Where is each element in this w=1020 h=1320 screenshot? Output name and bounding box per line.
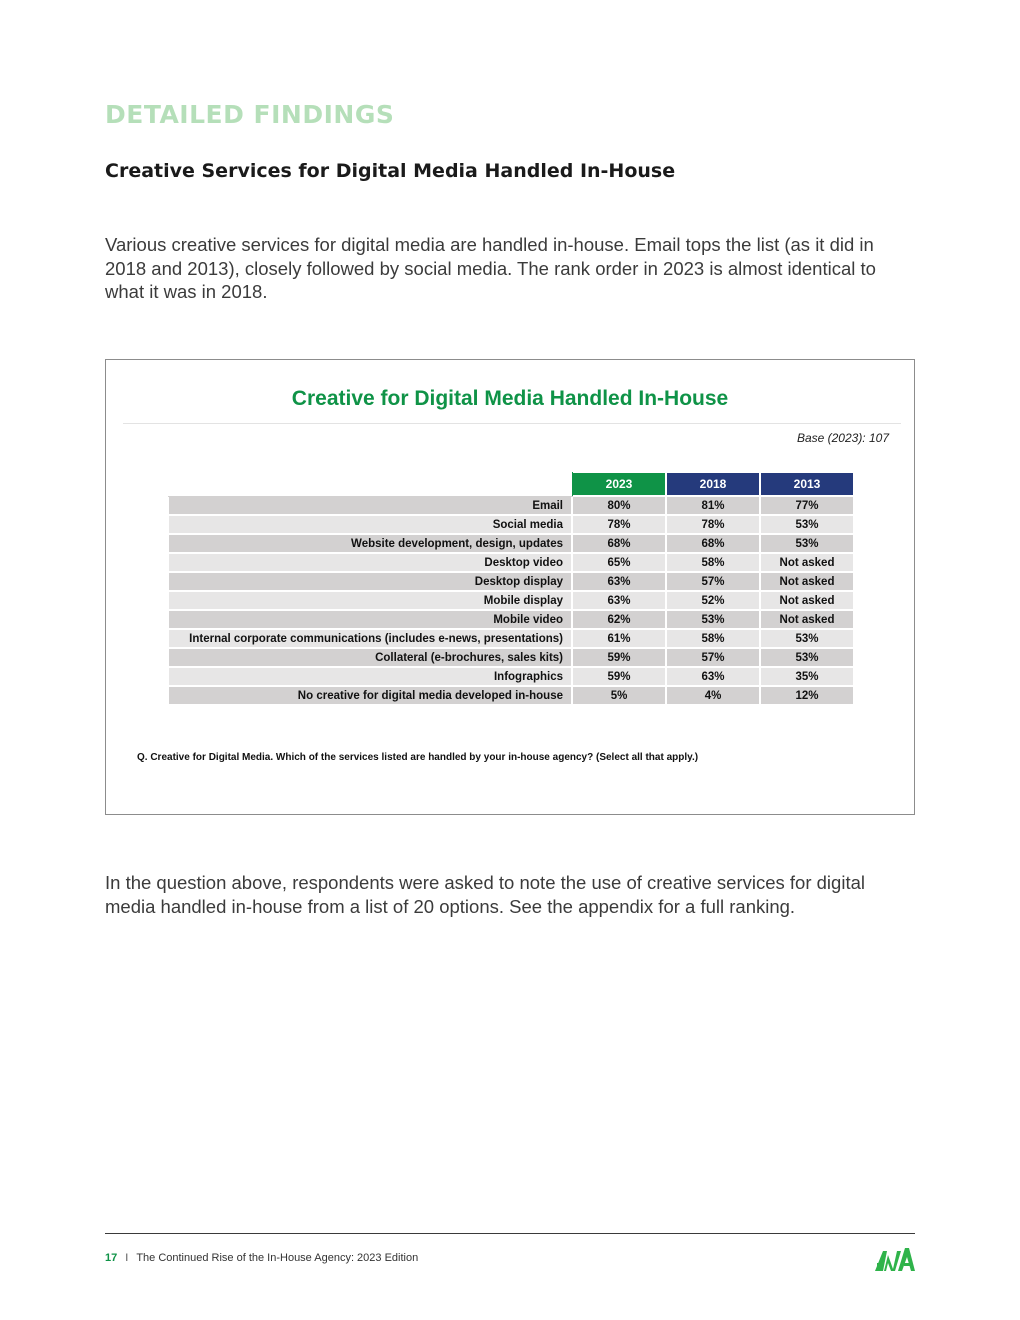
value-2023: 80% <box>572 496 666 515</box>
value-2013: 53% <box>760 515 854 534</box>
value-2023: 65% <box>572 553 666 572</box>
value-2023: 78% <box>572 515 666 534</box>
header-2018: 2018 <box>666 472 760 496</box>
header-blank-cell <box>168 472 572 496</box>
value-2023: 62% <box>572 610 666 629</box>
table-row <box>168 591 854 610</box>
table-row <box>168 553 854 572</box>
value-2023: 61% <box>572 629 666 648</box>
table-row <box>168 667 854 686</box>
footer-separator: I <box>125 1252 129 1264</box>
value-2023: 68% <box>572 534 666 553</box>
value-2013: Not asked <box>760 610 854 629</box>
table-row <box>168 610 854 629</box>
header-2013: 2013 <box>760 472 854 496</box>
outro-paragraph: In the question above, respondents were asked to note the use of creative services for digital media handled in-house from a list of 20 options. See the appendix for a full ranking. <box>105 872 865 917</box>
table-row <box>168 572 854 591</box>
row-label: No creative for digital media developed in-house <box>168 686 572 705</box>
table-body <box>168 496 854 705</box>
value-2013: 35% <box>760 667 854 686</box>
value-2013: 53% <box>760 534 854 553</box>
value-2023: 59% <box>572 648 666 667</box>
row-label: Mobile video <box>168 610 572 629</box>
value-2013: 53% <box>760 648 854 667</box>
table-row <box>168 534 854 553</box>
table-row <box>168 629 854 648</box>
row-label: Website development, design, updates <box>168 534 572 553</box>
value-2018: 57% <box>666 648 760 667</box>
row-label: Email <box>168 496 572 515</box>
footer-divider <box>105 1233 915 1234</box>
value-2018: 68% <box>666 534 760 553</box>
value-2018: 78% <box>666 515 760 534</box>
value-2018: 57% <box>666 572 760 591</box>
table-row <box>168 496 854 515</box>
page-number: 17 <box>105 1252 118 1264</box>
row-label: Mobile display <box>168 591 572 610</box>
row-label: Social media <box>168 515 572 534</box>
page-heading: Creative Services for Digital Media Handled In-House <box>105 160 676 182</box>
value-2013: 77% <box>760 496 854 515</box>
value-2018: 52% <box>666 591 760 610</box>
row-label: Desktop display <box>168 572 572 591</box>
ana-logo <box>874 1245 916 1273</box>
question-note: Q. Creative for Digital Media. Which of the services listed are handled by your in-house agency? (Select all that apply.) <box>137 752 699 763</box>
value-2018: 53% <box>666 610 760 629</box>
table-row <box>168 515 854 534</box>
value-2013: Not asked <box>760 553 854 572</box>
base-note: Base (2023): 107 <box>796 431 889 445</box>
intro-paragraph: Various creative services for digital media are handled in-house. Email tops the list (as it did in 2018 and 2013), closely followed by social media. The rank order in 2023 is almost identical to what it was in 2018. <box>105 234 876 302</box>
row-label: Infographics <box>168 667 572 686</box>
table-row <box>168 686 854 705</box>
value-2013: Not asked <box>760 591 854 610</box>
table-header-row <box>168 472 854 496</box>
value-2018: 63% <box>666 667 760 686</box>
value-2018: 4% <box>666 686 760 705</box>
document-title: The Continued Rise of the In-House Agency: 2023 Edition <box>136 1252 419 1264</box>
value-2013: 53% <box>760 629 854 648</box>
value-2023: 59% <box>572 667 666 686</box>
value-2023: 63% <box>572 572 666 591</box>
section-label: DETAILED FINDINGS <box>105 100 395 129</box>
table-figure <box>105 359 915 815</box>
footer <box>105 1252 418 1264</box>
row-label: Internal corporate communications (includes e-news, presentations) <box>168 629 572 648</box>
value-2013: Not asked <box>760 572 854 591</box>
figure-title: Creative for Digital Media Handled In-House <box>291 387 729 410</box>
figure-divider <box>123 423 901 424</box>
value-2018: 58% <box>666 629 760 648</box>
value-2018: 58% <box>666 553 760 572</box>
row-label: Collateral (e-brochures, sales kits) <box>168 648 572 667</box>
value-2023: 5% <box>572 686 666 705</box>
header-2023: 2023 <box>572 472 666 496</box>
value-2023: 63% <box>572 591 666 610</box>
value-2018: 81% <box>666 496 760 515</box>
findings-table <box>167 471 855 706</box>
value-2013: 12% <box>760 686 854 705</box>
row-label: Desktop video <box>168 553 572 572</box>
table-row <box>168 648 854 667</box>
